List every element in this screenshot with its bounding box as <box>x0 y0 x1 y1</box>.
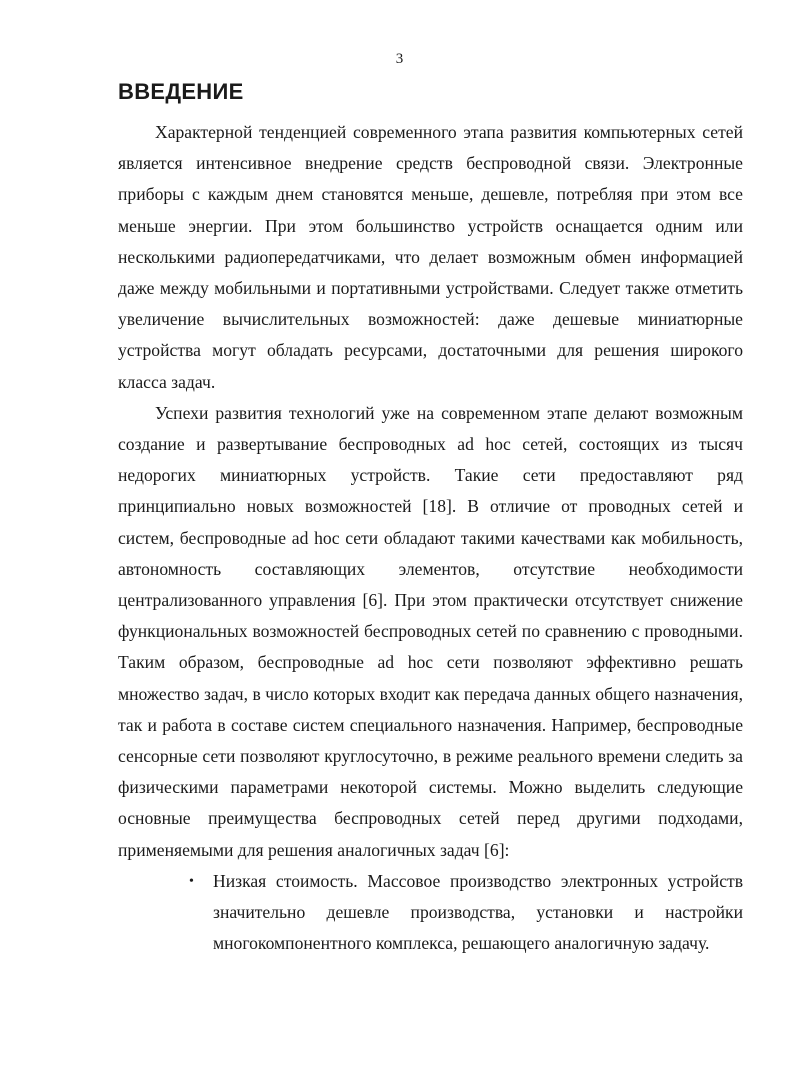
body-text <box>118 117 743 959</box>
paragraph-ad-hoc: Успехи развития технологий уже на современном этапе делают возможным создание и развертывание беспроводных ad hoc сетей, состоящих из тысяч недорогих миниатюрных устройств. Такие сети предоставляют ряд принципиально новых возможностей [18]. В отличие от проводных сетей и систем, беспроводные ad hoc сети обладают такими качествами как мобильность, автономность составляющих элементов, отсутствие необходимости централизованного управления [6]. При этом практически отсутствует снижение функциональных возможностей беспроводных сетей по сравнению с проводными. Таким образом, беспроводные ad hoc сети позволяют эффективно решать множество задач, в число которых входит как передача данных общего назначения, так и работа в составе систем специального назначения. Например, беспроводные сенсорные сети позволяют круглосуточно, в режиме реального времени следить за физическими параметрами некоторой системы. Можно выделить следующие основные преимущества беспроводных сетей перед другими подходами, применяемыми для решения аналогичных задач [6]: <box>118 402 743 860</box>
paragraph-intro: Характерной тенденцией современного этапа развития компьютерных сетей является интенсивное внедрение средств беспроводной связи. Электронные приборы с каждым днем становятся меньше, дешевле, потребляя при этом все меньше энергии. При этом большинство устройств оснащается одним или несколькими радиопередатчиками, что делает возможным обмен информацией даже между мобильными и портативными устройствами. Следует также отметить увеличение вычислительных возможностей: даже дешевые миниатюрные устройства могут обладать ресурсами, достаточными для решения широкого класса задач. <box>118 122 743 392</box>
bullet-icon: • <box>189 873 194 889</box>
list-item-text: Низкая стоимость. Массовое производство электронных устройств значительно дешевле производства, установки и настройки многокомпонентного комплекса, решающего аналогичную задачу. <box>213 870 743 954</box>
advantages-list <box>118 866 743 960</box>
page-number: 3 <box>395 51 404 67</box>
list-item <box>189 866 743 960</box>
section-heading: ВВЕДЕНИЕ <box>118 79 244 104</box>
